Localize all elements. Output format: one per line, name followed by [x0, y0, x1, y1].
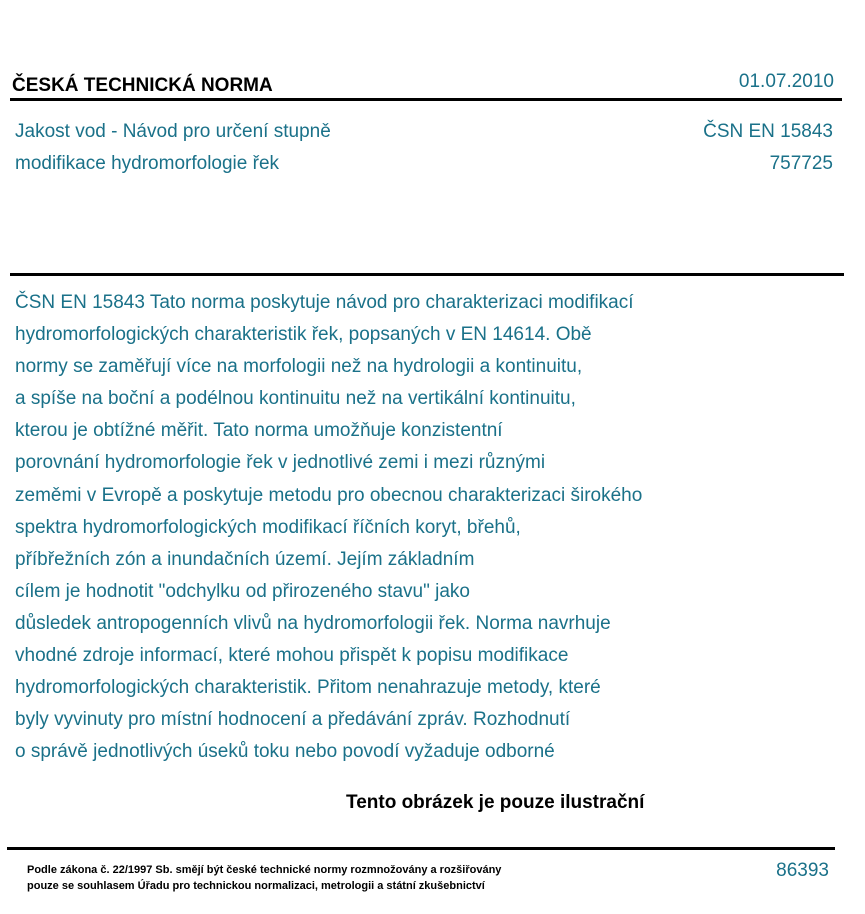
- abstract-line: byly vyvinuty pro místní hodnocení a předávání zpráv. Rozhodnutí: [15, 709, 571, 731]
- standard-title-line: modifikace hydromorfologie řek: [15, 153, 280, 174]
- document-type-heading: ČESKÁ TECHNICKÁ NORMA: [12, 75, 273, 96]
- abstract-line: porovnání hydromorfologie řek v jednotlivé zemi i mezi různými: [15, 452, 546, 474]
- abstract-line: cílem je hodnotit "odchylku od přirozeného stavu" jako: [15, 580, 470, 602]
- section-divider: [10, 273, 844, 276]
- standard-title: [15, 116, 331, 180]
- legal-notice-line: pouze se souhlasem Úřadu pro technickou normalizaci, metrologii a státní zkušebnictví: [27, 880, 485, 892]
- abstract-line: důsledek antropogenních vlivů na hydromorfologii řek. Norma navrhuje: [15, 612, 611, 634]
- standard-identifiers: [703, 116, 833, 180]
- abstract-line: kterou je obtížné měřit. Tato norma umožňuje konzistentní: [15, 420, 503, 442]
- standard-code: ČSN EN 15843: [703, 121, 833, 142]
- abstract-line: spektra hydromorfologických modifikací říčních koryt, břehů,: [15, 516, 521, 538]
- abstract-line: normy se zaměřují více na morfologii než na hydrologii a kontinuitu,: [15, 356, 583, 378]
- abstract-line: hydromorfologických charakteristik řek, popsaných v EN 14614. Obě: [15, 324, 592, 346]
- abstract-line: vhodné zdroje informací, které mohou přispět k popisu modifikace: [15, 645, 569, 667]
- abstract-line: ČSN EN 15843 Tato norma poskytuje návod pro charakterizaci modifikací: [15, 292, 634, 313]
- abstract-line: o správě jednotlivých úseků toku nebo povodí vyžaduje odborné: [15, 741, 555, 763]
- document-number: 86393: [776, 860, 829, 881]
- publication-date: 01.07.2010: [738, 71, 834, 92]
- abstract-line: zeměmi v Evropě a poskytuje metodu pro obecnou charakterizaci širokého: [15, 484, 643, 506]
- legal-notice-line: Podle zákona č. 22/1997 Sb. smějí být české technické normy rozmnožovány a rozšiřovány: [27, 864, 502, 876]
- class-number: 757725: [769, 153, 833, 174]
- header-divider: [10, 98, 842, 101]
- abstract-text: [15, 287, 775, 768]
- abstract-line: hydromorfologických charakteristik. Přitom nenahrazuje metody, které: [15, 677, 601, 699]
- legal-notice: [27, 862, 501, 894]
- standard-title-line: Jakost vod - Návod pro určení stupně: [15, 121, 331, 142]
- illustration-notice: Tento obrázek je pouze ilustrační: [346, 792, 645, 813]
- abstract-line: příbřežních zón a inundačních území. Jejím základním: [15, 548, 475, 570]
- abstract-line: a spíše na boční a podélnou kontinuitu než na vertikální kontinuitu,: [15, 388, 576, 410]
- footer-divider: [7, 847, 835, 850]
